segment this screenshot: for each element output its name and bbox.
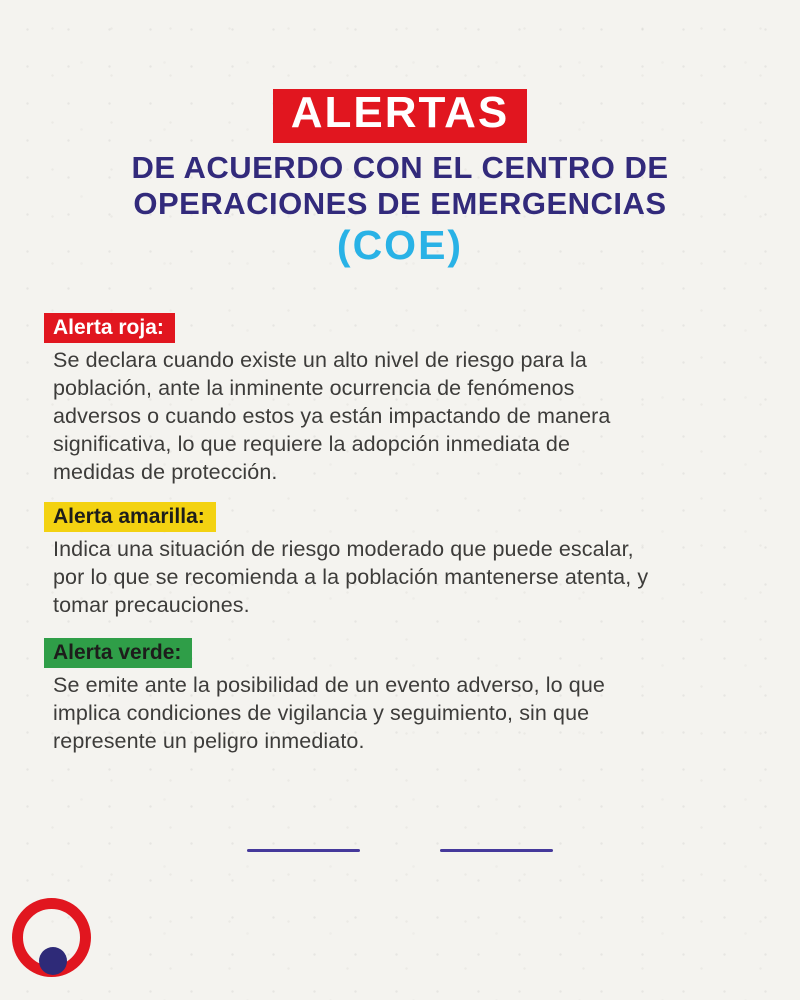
alert-section-roja [53, 313, 760, 486]
description-line: significativa, lo que requiere la adopción inmediata de [53, 432, 571, 456]
alert-sections [53, 313, 760, 755]
subtitle-line-1: DE ACUERDO CON EL CENTRO DE [131, 150, 669, 185]
description-line: tomar precauciones. [53, 593, 250, 617]
alert-label-roja: Alerta roja: [44, 313, 175, 343]
alert-section-verde [53, 638, 760, 755]
alert-description-verde [53, 671, 760, 755]
description-line: Se declara cuando existe un alto nivel de riesgo para la [53, 348, 587, 372]
description-line: Se emite ante la posibilidad de un evento adverso, lo que [53, 673, 605, 697]
header [0, 89, 800, 266]
description-line: población, ante la inminente ocurrencia de fenómenos [53, 376, 575, 400]
subtitle-line-2: OPERACIONES DE EMERGENCIAS [133, 186, 667, 221]
description-line: represente un peligro inmediato. [53, 729, 365, 753]
logo-dot-icon [39, 947, 67, 975]
description-line: adversos o cuando estos ya están impactando de manera [53, 404, 611, 428]
divider-line [440, 849, 553, 852]
title-banner: ALERTAS [273, 89, 528, 143]
signature-lines [0, 849, 800, 852]
alert-label-amarilla: Alerta amarilla: [44, 502, 216, 532]
description-line: implica condiciones de vigilancia y seguimiento, sin que [53, 701, 590, 725]
description-line: medidas de protección. [53, 460, 278, 484]
coe-acronym: (COE) [336, 222, 464, 268]
divider-line [247, 849, 360, 852]
alert-label-verde: Alerta verde: [44, 638, 192, 668]
brand-logo-icon [12, 898, 91, 977]
alert-section-amarilla [53, 502, 760, 619]
alert-description-roja [53, 346, 760, 486]
description-line: Indica una situación de riesgo moderado que puede escalar, [53, 537, 634, 561]
alert-description-amarilla [53, 535, 760, 619]
description-line: por lo que se recomienda a la población mantenerse atenta, y [53, 565, 649, 589]
